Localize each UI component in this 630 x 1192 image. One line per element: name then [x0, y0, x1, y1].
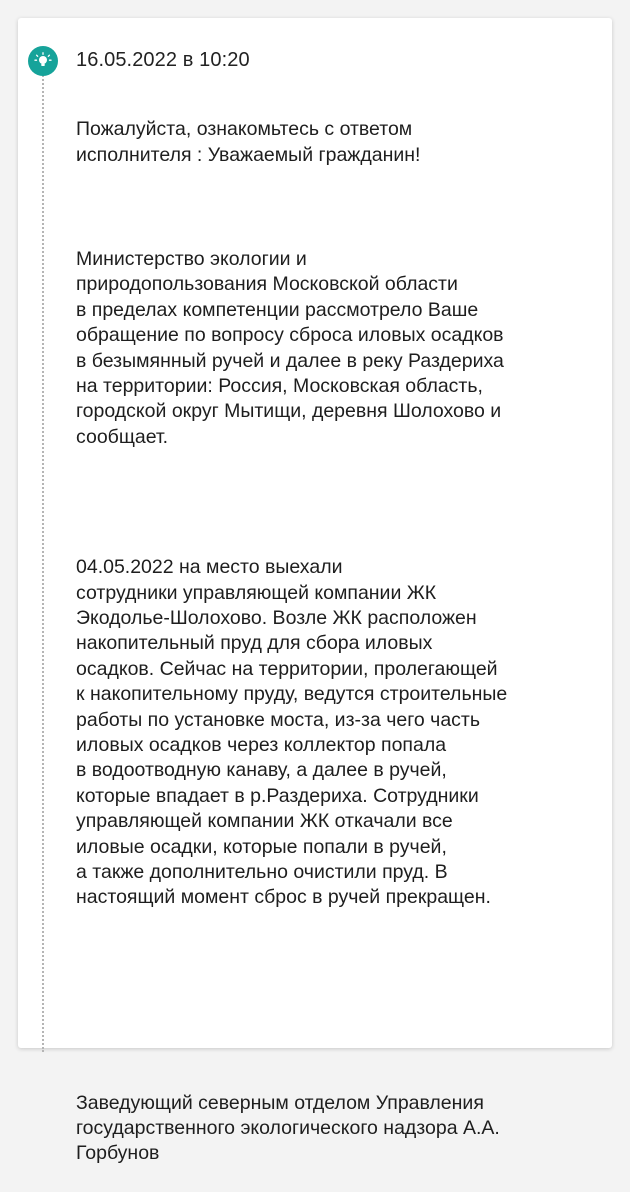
signature: Заведующий северным отделом Управления государственного экологического надзора А.А. Горбунов [76, 1091, 500, 1165]
response-body [76, 92, 602, 1192]
intro-text: Пожалуйста, ознакомьтесь с ответом исполнителя : Уважаемый гражданин! [76, 118, 421, 166]
entry-timestamp: 16.05.2022 в 10:20 [76, 49, 250, 71]
lightbulb-icon [28, 46, 58, 76]
inspection-paragraph: 04.05.2022 на место выехали сотрудники управляющей компании ЖК Экодолье-Шолохово. Возле ЖК расположен накопительный пруд для сбора иловых осадков. Сейчас на территории, пролегающей к накопительному пруду, ведутся строительные работы по установке моста, из-за чего часть иловых осадков через коллектор попала в водоотводную канаву, а далее в ручей, которые впадает в р.Раздериха. Сотрудники управляющей компании ЖК откачали все иловые осадки, которые попали в ручей, а также дополнительно очистили пруд. В настоящий момент сброс в ручей прекращен. [76, 556, 508, 909]
timeline-line [42, 72, 44, 1052]
ministry-paragraph: Министерство экологии и природопользования Московской области в пределах компетенции рассмотрело Ваше обращение по вопросу сброса иловых осадков в безымянный ручей и далее в реку Раздериха на территории: Россия, Московская область, городской округ Мытищи, деревня Шолохово и сообщает. [76, 248, 504, 448]
response-card [18, 18, 612, 1165]
